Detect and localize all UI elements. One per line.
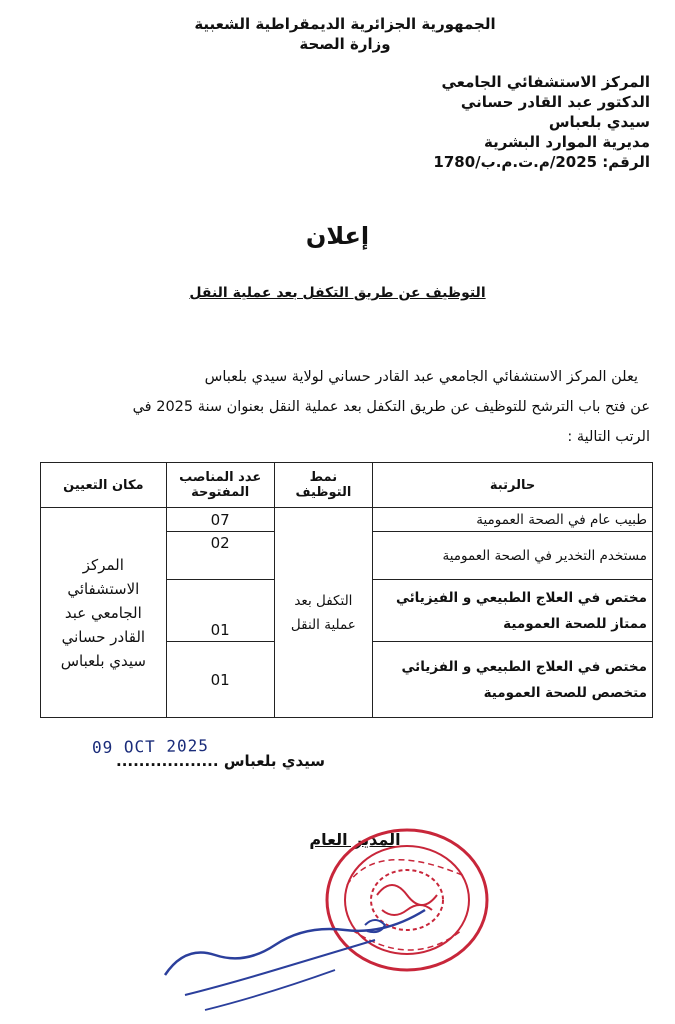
reference-number: الرقم: 2025/م.ت.م.ب/1780	[433, 153, 650, 171]
mode-cell: التكفل بعد عملية النقل	[274, 508, 373, 718]
grade-cell: مختص في العلاج الطبيعي و الفزيائي متخصص للصحة العمومية	[373, 642, 653, 718]
header-count: عدد المناصب المفتوحة	[166, 463, 274, 508]
count-cell: 02	[166, 532, 274, 580]
place-cell: المركز الاستشفائي الجامعي عبد القادر حساني سيدي بلعباس	[41, 508, 167, 718]
signing-dots: ..................	[116, 752, 219, 770]
header-grade: حالرتبة	[373, 463, 653, 508]
count-cell: 01	[166, 580, 274, 642]
count-cell: 07	[166, 508, 274, 532]
directorate-name: مديرية الموارد البشرية	[483, 133, 650, 151]
signing-place	[100, 752, 325, 770]
body-line-2: عن فتح باب الترشح للتوظيف عن طريق التكفل بعد عملية النقل بعنوان سنة 2025 في	[132, 399, 650, 415]
signature-icon	[155, 905, 455, 1020]
body-line-1: يعلن المركز الاستشفائي الجامعي عبد القادر حساني لولاية سيدي بلعباس	[204, 369, 638, 385]
ministry-name: وزارة الصحة	[299, 35, 391, 53]
institution-city: سيدي بلعباس	[548, 113, 650, 131]
table-row	[41, 508, 653, 532]
date-stamp: 09 OCT 2025	[91, 735, 210, 758]
header-place: مكان التعيين	[41, 463, 167, 508]
header-institution-block	[390, 72, 650, 172]
institution-name: المركز الاستشفائي الجامعي	[441, 73, 650, 91]
header-mode: نمط التوظيف	[274, 463, 373, 508]
announcement-body	[35, 362, 650, 452]
director-title-text: المدير العام	[309, 830, 401, 849]
grade-cell: طبيب عام في الصحة العمومية	[373, 508, 653, 532]
header-ministry	[180, 14, 510, 54]
page-subtitle: التوظيف عن طريق التكفل بعد عملية النقل	[189, 285, 486, 301]
table-header-row	[41, 463, 653, 508]
grade-cell: مختص في العلاج الطبيعي و الفيزيائي ممتاز للصحة العمومية	[373, 580, 653, 642]
institution-named-after: الدكتور عبد القادر حساني	[460, 93, 650, 111]
grade-cell: مستخدم التخدير في الصحة العمومية	[373, 532, 653, 580]
body-line-3: الرتب التالية :	[567, 429, 650, 445]
page-title: إعلان	[305, 222, 370, 250]
signing-city: سيدي بلعباس	[223, 752, 325, 770]
republic-name: الجمهورية الجزائرية الديمقراطية الشعبية	[194, 15, 496, 33]
count-cell: 01	[166, 642, 274, 718]
positions-table	[40, 462, 653, 718]
